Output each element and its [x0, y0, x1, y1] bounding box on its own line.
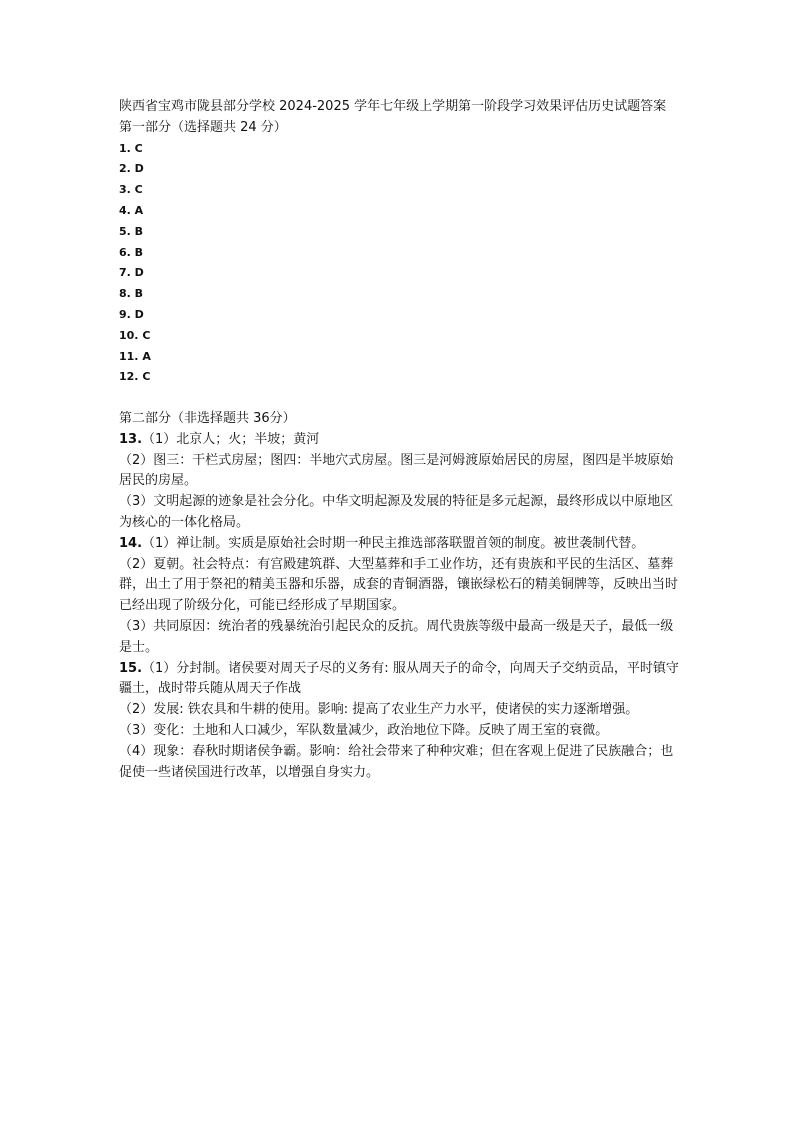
q14-part3: （3）共同原因：统治者的残暴统治引起民众的反抗。周代贵族等级中最高一级是天子，最低一级是士。	[119, 618, 674, 655]
answer-list	[119, 139, 685, 389]
answer-item: 6. B	[119, 245, 144, 259]
spacer	[119, 388, 685, 409]
document-title: 陕西省宝鸡市陇县部分学校 2024-2025 学年七年级上学期第一阶段学习效果评估历史试题答案	[119, 99, 667, 114]
part2-heading: 第二部分（非选择题共 36分）	[119, 410, 296, 426]
answer-item: 4. A	[119, 203, 144, 217]
q15-part2: （2）发展: 铁农具和牛耕的使用。影响: 提高了农业生产力水平，使诸侯的实力逐渐增强。	[119, 702, 639, 718]
answer-item: 8. B	[119, 287, 144, 301]
q13-part1-text: （1）北京人；火；半坡；黄河	[142, 431, 320, 447]
answer-item: 3. C	[119, 183, 143, 197]
part1-heading: 第一部分（选择题共 24 分）	[119, 119, 287, 135]
answer-item: 7. D	[119, 266, 144, 280]
answer-item: 12. C	[119, 370, 151, 384]
answer-item: 9. D	[119, 307, 144, 321]
answer-document	[119, 97, 685, 783]
answer-item: 5. B	[119, 224, 144, 238]
q14-part2: （2）夏朝。社会特点：有宫殿建筑群、大型墓葬和手工业作坊，还有贵族和平民的生活区、墓葬群，出土了用于祭祀的精美玉器和乐器，成套的青铜酒器，镶嵌绿松石的精美铜牌等，反映出当时已经出现了阶级分化，可能已经形成了早期国家。	[119, 556, 679, 614]
q15-part3: （3）变化：土地和人口减少，军队数量减少，政治地位下降。反映了周王室的衰微。	[119, 722, 609, 738]
q15-part4: （4）现象：春秋时期诸侯争霸。影响：给社会带来了种种灾难；但在客观上促进了民族融合；也促使一些诸侯国进行改革，以增强自身实力。	[119, 743, 674, 780]
question-number: 14.	[119, 535, 143, 551]
q13-part3: （3）文明起源的迹象是社会分化。中华文明起源及发展的特征是多元起源，最终形成以中原地区为核心的一体化格局。	[119, 494, 674, 530]
question-number: 15.	[119, 660, 143, 676]
q15-part1	[119, 659, 685, 701]
q13-part2: （2）图三：干栏式房屋；图四：半地穴式房屋。图三是河姆渡原始居民的房屋，图四是半坡原始居民的房屋。	[119, 452, 674, 489]
answer-item: 10. C	[119, 328, 151, 342]
q13-part1	[119, 430, 685, 451]
q14-part1-text: （1）禅让制。实质是原始社会时期一种民主推选部落联盟首领的制度。被世袭制代替。	[142, 535, 645, 551]
q15-part1-text: （1）分封制。诸侯要对周天子尽的义务有: 服从周天子的命令，向周天子交纳贡品，平时镇守疆土，战时带兵随从周天子作战	[119, 660, 679, 697]
answer-item: 2. D	[119, 162, 144, 176]
answer-item: 11. A	[119, 349, 151, 363]
q14-part1	[119, 534, 685, 555]
question-number: 13.	[119, 431, 143, 447]
answer-item: 1. C	[119, 141, 143, 155]
